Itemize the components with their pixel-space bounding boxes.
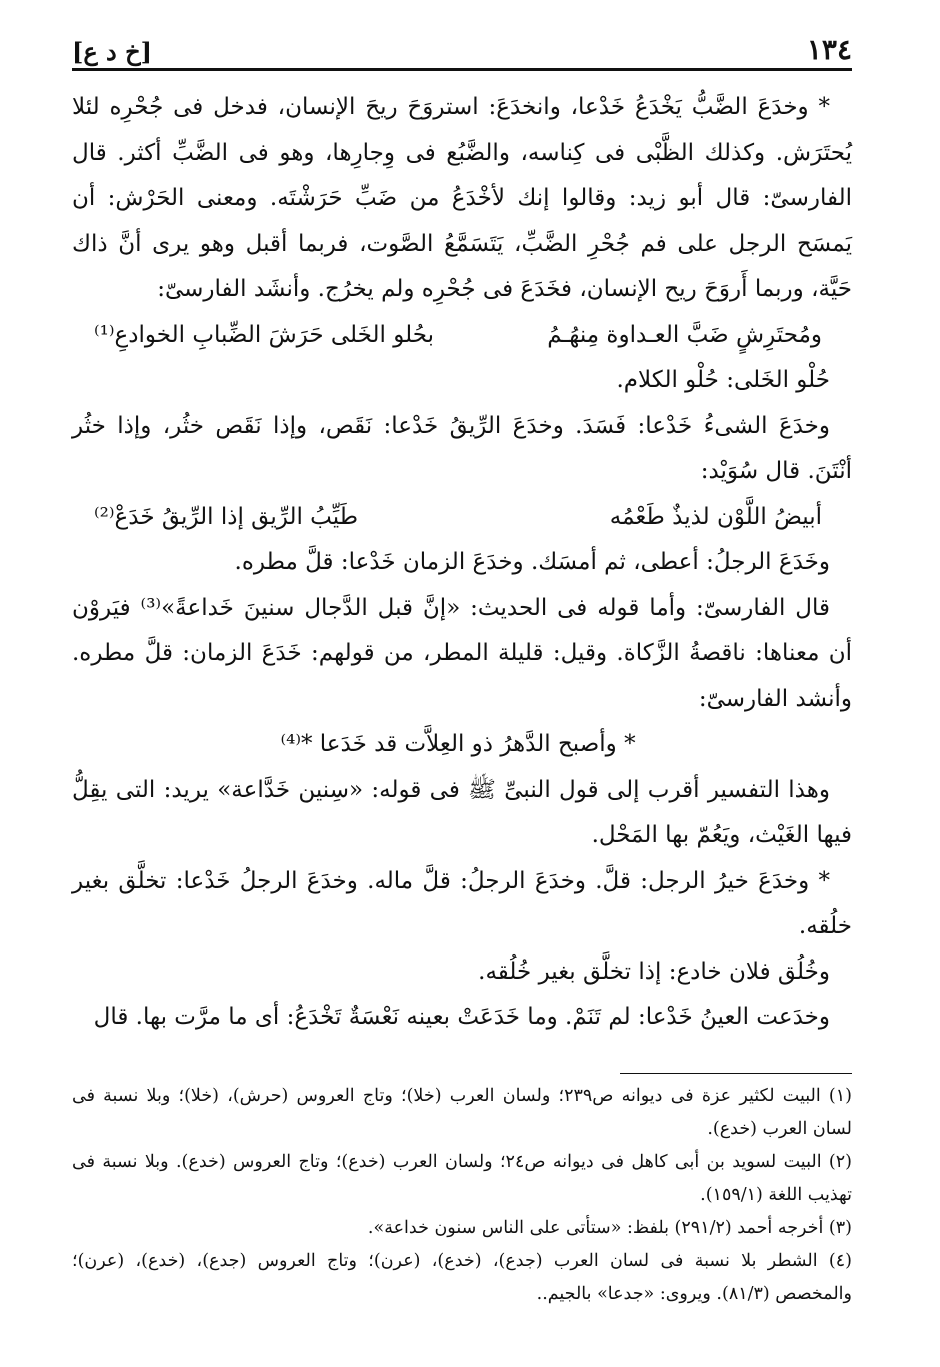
paragraph-p6 <box>72 768 852 859</box>
footnote-line: لسان العرب (خدع). <box>707 1118 852 1139</box>
verse-v2 <box>72 495 852 541</box>
text-line: * وخدَعَ خيرُ الرجل: قلَّ. وخدَعَ الرجلُ: قلَّ ماله. وخدَعَ الرجلُ خَدْعا: تخلَّق بغير <box>72 867 830 894</box>
text-line: الغَيْث، ويَعُمّ بها المَحْل. <box>591 822 810 848</box>
verse-second-hemistich: طَيِّبُ الرِّيق إذا الرِّيقُ خَدَعْ⁽²⁾ <box>94 503 358 530</box>
text-line: الفارسىّ: <box>698 685 789 712</box>
paragraph-p7 <box>72 859 852 950</box>
footnote-line: (٤) الشطر بلا نسبة فى لسان العرب (جدع)، (خدع)، (عرن)؛ وتاج العروس (جدع)، (خدع)، (عرن)؛ <box>72 1250 852 1271</box>
paragraph-p8 <box>72 950 852 996</box>
text-line: حُلْو الخَلى: حُلْو الكلام. <box>616 367 830 393</box>
footnote-line: تهذيب اللغة (١٥٩/١). <box>700 1184 852 1205</box>
paragraph-p4 <box>72 540 852 586</box>
verse-second-hemistich: بحُلو الخَلى حَرَشَ الضِّبابِ الخوادعِ⁽¹⁾ <box>94 321 434 348</box>
verse-first-hemistich: ومُحتَرِشٍ ضَبَّ العـداوة مِنهُـمُ <box>547 321 822 348</box>
text-line: وخدَعت العينُ خَدْعا: لم تَنَمْ. وما خَدَعَتْ بعينه نَعْسَةٌ تَخْدَعُ: أى ما مرَّت بها. قال <box>93 1004 830 1030</box>
verse-v1 <box>72 313 852 359</box>
verse-line: * وأصبح الدَّهرُ ذو العِلاَّت قد خَدَعا *⁽⁴⁾ <box>280 731 636 757</box>
text-line: وخدَعَ الشىءُ خَدْعا: فَسَدَ. وخدَعَ الرِّيقُ خَدْعا: نَقَص، وإذا نَقَص خثُر، وإذا خثُر <box>72 412 830 439</box>
footnote-line: (٣) أخرجه أحمد (٢٩١/٢) بلفظ: «ستأتى على الناس سنون خداعة». <box>367 1217 852 1238</box>
footnote-fn2 <box>72 1146 852 1212</box>
footnote-line: (١) البيت لكثير عزة فى ديوانه ص٢٣٩؛ ولسان العرب (خلا)؛ وتاج العروس (حرش)، (خلا)؛ وبلا نسبة فى <box>72 1085 852 1106</box>
root-tag: [خ د ع] <box>72 37 152 66</box>
footnote-fn3 <box>72 1212 852 1245</box>
verse-first-hemistich: أبيضُ اللَّوْن لذيذٌ طَعْمُه <box>609 503 822 530</box>
page-number: ١٣٤ <box>806 33 852 66</box>
text-line: * وخدَعَ الضَّبُّ يَخْدَعُ خَدْعا، وانخدَعَ: استروَحَ ريحَ الإنسان، فدخل فى جُحْرِه لئلا <box>72 94 830 120</box>
footnotes <box>72 1080 852 1311</box>
text-line: أَروَحَ ريح الإنسان، فخَدَعَ فى جُحْرِه ولم يخرُج. وأنشَد الفارسىّ: <box>157 276 748 302</box>
footnote-line: والمخصص (٨١/٣). ويروى: «جدعا» بالجيم.. <box>536 1283 852 1304</box>
verse-v3 <box>72 722 852 768</box>
footnote-fn1 <box>72 1080 852 1146</box>
paragraph-p1 <box>72 85 852 313</box>
text-line: الرجل على فم جُحْرِ الضَّبِّ، يَتَسَمَّعُ الصَّوت، فربما أقبل وهو يرى أنَّ ذاك حَيَّة، وربما <box>72 230 852 302</box>
text-line: وهذا التفسير أقرب إلى قول النبىِّ ﷺ فى قوله: «سِنين خَدَّاعة» يريد: التى يقِلُّ فيها <box>72 776 852 848</box>
text-line: الفارسىّ: قال أبو زيد: وقالوا إنك لأخْدَعُ من ضَبِّ حَرَشْتَه. ومعنى الحَرْش: أن يَمسَح <box>72 185 853 257</box>
paragraph-p5 <box>72 586 852 723</box>
book-page <box>72 22 852 1311</box>
footnote-line: (٢) البيت لسويد بن أبى كاهل فى ديوانه ص٢٤؛ ولسان العرب (خدع)؛ وتاج العروس (خدع). وبلا نسبة فى <box>72 1151 852 1172</box>
text-line: معناها: ناقصةُ الزَّكاة. وقيل: قليلة المطر، من قولهم: خَدَعَ الزمان: قلَّ مطره. وأنشد <box>72 640 852 712</box>
footnote-separator <box>620 1073 852 1074</box>
text-line: خلُقه. <box>798 913 852 939</box>
paragraph-p9 <box>72 995 852 1041</box>
text-line: قال الفارسىّ: وأما قوله فى الحديث: «إنَّ قبل الدَّجال سنينَ خَداعةً»⁽³⁾ فيَروْن أن <box>72 594 852 666</box>
paragraph-p3 <box>72 404 852 495</box>
text-line: وخُلُق فلان خادع: إذا تخلَّق بغير خُلُقه. <box>478 958 830 985</box>
text-line: أنْتَنَ. قال سُوَيْد: <box>700 458 852 484</box>
footnote-fn4 <box>72 1245 852 1311</box>
header-rule <box>72 68 852 71</box>
text-line: وخَدَعَ الرجلُ: أعطى، ثم أمسَك. وخدَعَ الزمان خَدْعا: قلَّ مطره. <box>234 549 830 575</box>
main-text <box>72 85 852 1041</box>
text-line: يُحتَرَش. وكذلك الظَّبْى فى كِناسه، والضَّبُع فى وِجارِها، وهو فى الضَّبِّ أكثر. قال <box>72 139 852 166</box>
paragraph-p2 <box>72 358 852 404</box>
page-header <box>72 22 852 64</box>
